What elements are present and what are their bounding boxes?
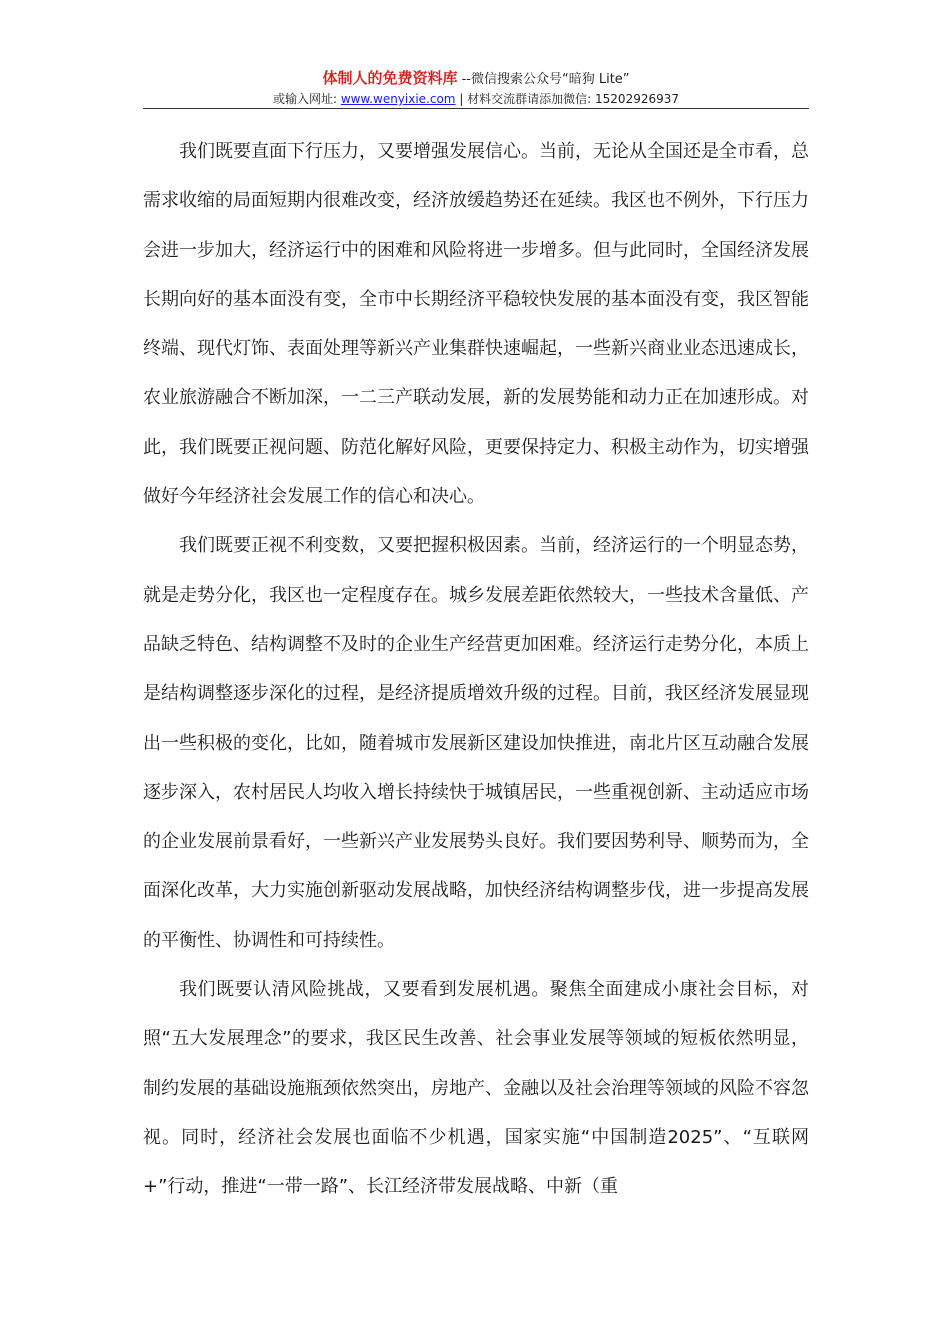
page-header <box>143 68 809 108</box>
paragraph-3: 我们既要认清风险挑战，又要看到发展机遇。聚焦全面建成小康社会目标，对照“五大发展理念”的要求，我区民生改善、社会事业发展等领域的短板依然明显，制约发展的基础设施瓶颈依然突出，房地产、金融以及社会治理等领域的风险不容忽视。同时，经济社会发展也面临不少机遇，国家实施“中国制造2025”、“互联网+”行动，推进“一带一路”、长江经济带发展战略、中新（重 <box>143 979 809 1198</box>
url-prefix: 或输入网址: <box>272 92 341 106</box>
paragraph-1: 我们既要直面下行压力，又要增强发展信心。当前，无论从全国还是全市看，总需求收缩的局面短期内很难改变，经济放缓趋势还在延续。我区也不例外，下行压力会进一步加大，经济运行中的困难和风险将进一步增多。但与此同时，全国经济发展长期向好的基本面没有变，全市中长期经济平稳较快发展的基本面没有变，我区智能终端、现代灯饰、表面处理等新兴产业集群快速崛起，一些新兴商业业态迅速成长，农业旅游融合不断加深，一二三产联动发展，新的发展势能和动力正在加速形成。对此，我们既要正视问题、防范化解好风险，更要保持定力、积极主动作为，切实增强做好今年经济社会发展工作的信心和决心。 <box>143 141 809 508</box>
brand-title: 体制人的免费资料库 <box>322 69 458 87</box>
header-title-line <box>143 68 809 90</box>
paragraph-2: 我们既要正视不利变数，又要把握积极因素。当前，经济运行的一个明显态势，就是走势分化，我区也一定程度存在。城乡发展差距依然较大，一些技术含量低、产品缺乏特色、结构调整不及时的企业生产经营更加困难。经济运行走势分化，本质上是结构调整逐步深化的过程，是经济提质增效升级的过程。目前，我区经济发展显现出一些积极的变化，比如，随着城市发展新区建设加快推进，南北片区互动融合发展逐步深入，农村居民人均收入增长持续快于城镇居民，一些重视创新、主动适应市场的企业发展前景看好，一些新兴产业发展势头良好。我们要因势利导、顺势而为，全面深化改革，大力实施创新驱动发展战略，加快经济结构调整步伐，进一步提高发展的平衡性、协调性和可持续性。 <box>143 535 809 951</box>
header-contact-line <box>143 90 809 108</box>
header-tagline: --微信搜索公众号“暗狗 Lite” <box>457 72 630 87</box>
website-link[interactable]: www.wenyixie.com <box>340 92 456 106</box>
header-divider <box>143 108 809 109</box>
contact-info: | 材料交流群请添加微信: 15202926937 <box>455 92 680 106</box>
document-body <box>143 127 809 1212</box>
